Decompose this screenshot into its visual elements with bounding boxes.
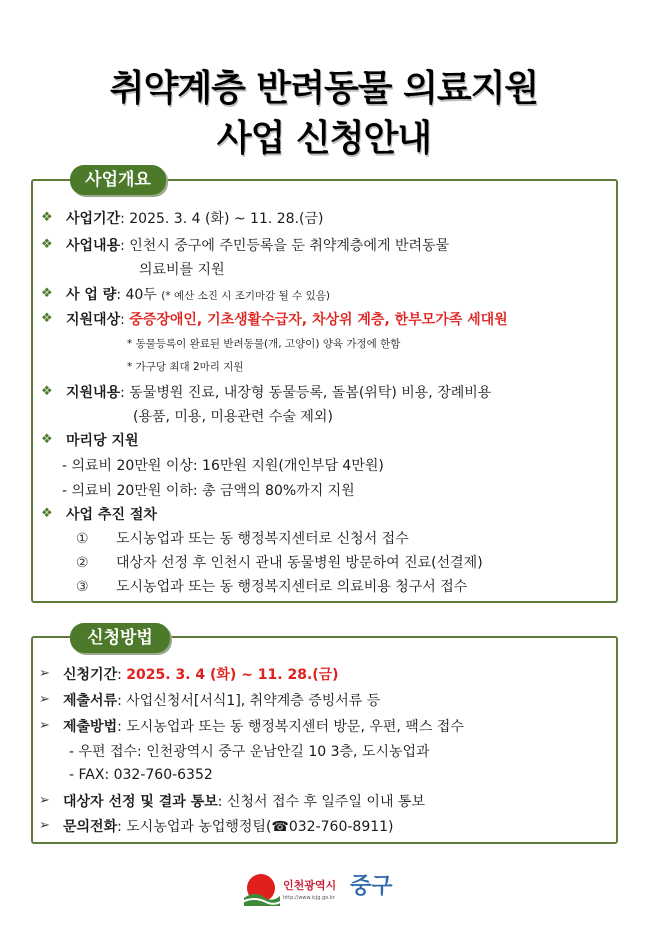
diamond-cluster-icon: ❖ [41, 432, 53, 447]
process-step: ③ 도시농업과 또는 동 행정복지센터로 의료비용 청구서 접수 [76, 579, 468, 595]
amount-row: 사 업 량: 40두 (* 예산 소진 시 조기마감 될 수 있음) [66, 287, 330, 303]
arrowhead-icon: ➢ [39, 666, 50, 681]
process-step: ① 도시농업과 또는 동 행정복지센터로 신청서 접수 [76, 531, 409, 547]
apply-tab: 신청방법 [70, 623, 170, 653]
target-row: 지원대상: 중증장애인, 기초생활수급자, 차상위 계층, 한부모가족 세대원 [66, 312, 508, 328]
arrowhead-icon: ➢ [39, 793, 50, 808]
contact-row: 문의전화: 도시농업과 농업행정팀(☎032-760-8911) [63, 819, 394, 835]
content-row-cont: 의료비를 지원 [139, 262, 225, 278]
diamond-cluster-icon: ❖ [41, 210, 53, 225]
overview-tab: 사업개요 [70, 165, 166, 195]
diamond-cluster-icon: ❖ [41, 286, 53, 301]
diamond-cluster-icon: ❖ [41, 506, 53, 521]
perhead-row: 마리당 지원 [66, 433, 139, 449]
page-title: 취약계층 반려동물 의료지원 [109, 68, 539, 109]
logo-district: 중구 [350, 874, 393, 899]
support-row-cont: (용품, 미용, 미용관련 수술 제외) [133, 409, 333, 425]
target-note-2: * 가구당 최대 2마리 지원 [127, 361, 244, 373]
arrowhead-icon: ➢ [39, 692, 50, 707]
diamond-cluster-icon: ❖ [41, 237, 53, 252]
diamond-cluster-icon: ❖ [41, 311, 53, 326]
diamond-cluster-icon: ❖ [41, 384, 53, 399]
mail-line: - 우편 접수: 인천광역시 중구 운남안길 10 3층, 도시농업과 [69, 744, 430, 760]
fax-line: - FAX: 032-760-6352 [69, 767, 213, 783]
content-row: 사업내용: 인천시 중구에 주민등록을 둔 취약계층에게 반려동물 [66, 238, 450, 254]
logo-url: http://www.icjg.go.kr [283, 895, 335, 901]
period-row: 사업기간: 2025. 3. 4 (화) ~ 11. 28.(금) [66, 211, 324, 227]
method-row: 제출방법: 도시농업과 또는 동 행정복지센터 방문, 우편, 팩스 접수 [63, 719, 464, 735]
logo-city: 인천광역시 [283, 879, 337, 892]
arrowhead-icon: ➢ [39, 718, 50, 733]
perhead-item-1: - 의료비 20만원 이상: 16만원 지원(개인부담 4만원) [62, 458, 384, 474]
arrowhead-icon: ➢ [39, 818, 50, 833]
page-subtitle: 사업 신청안내 [216, 118, 432, 159]
apply-period-row: 신청기간: 2025. 3. 4 (화) ~ 11. 28.(금) [63, 667, 339, 683]
support-row: 지원내용: 동물병원 진료, 내장형 동물등록, 돌봄(위탁) 비용, 장례비용 [66, 385, 492, 401]
process-row: 사업 추진 절차 [66, 507, 157, 523]
process-step: ② 대상자 선정 후 인천시 관내 동물병원 방문하여 진료(선결제) [76, 555, 483, 571]
docs-row: 제출서류: 사업신청서[서식1], 취약계층 증빙서류 등 [63, 693, 381, 709]
target-note-1: * 동물등록이 완료된 반려동물(개, 고양이) 양육 가정에 한함 [127, 338, 401, 350]
notice-row: 대상자 선정 및 결과 통보: 신청서 접수 후 일주일 이내 통보 [63, 794, 425, 810]
perhead-item-2: - 의료비 20만원 이하: 총 금액의 80%까지 지원 [62, 483, 355, 499]
